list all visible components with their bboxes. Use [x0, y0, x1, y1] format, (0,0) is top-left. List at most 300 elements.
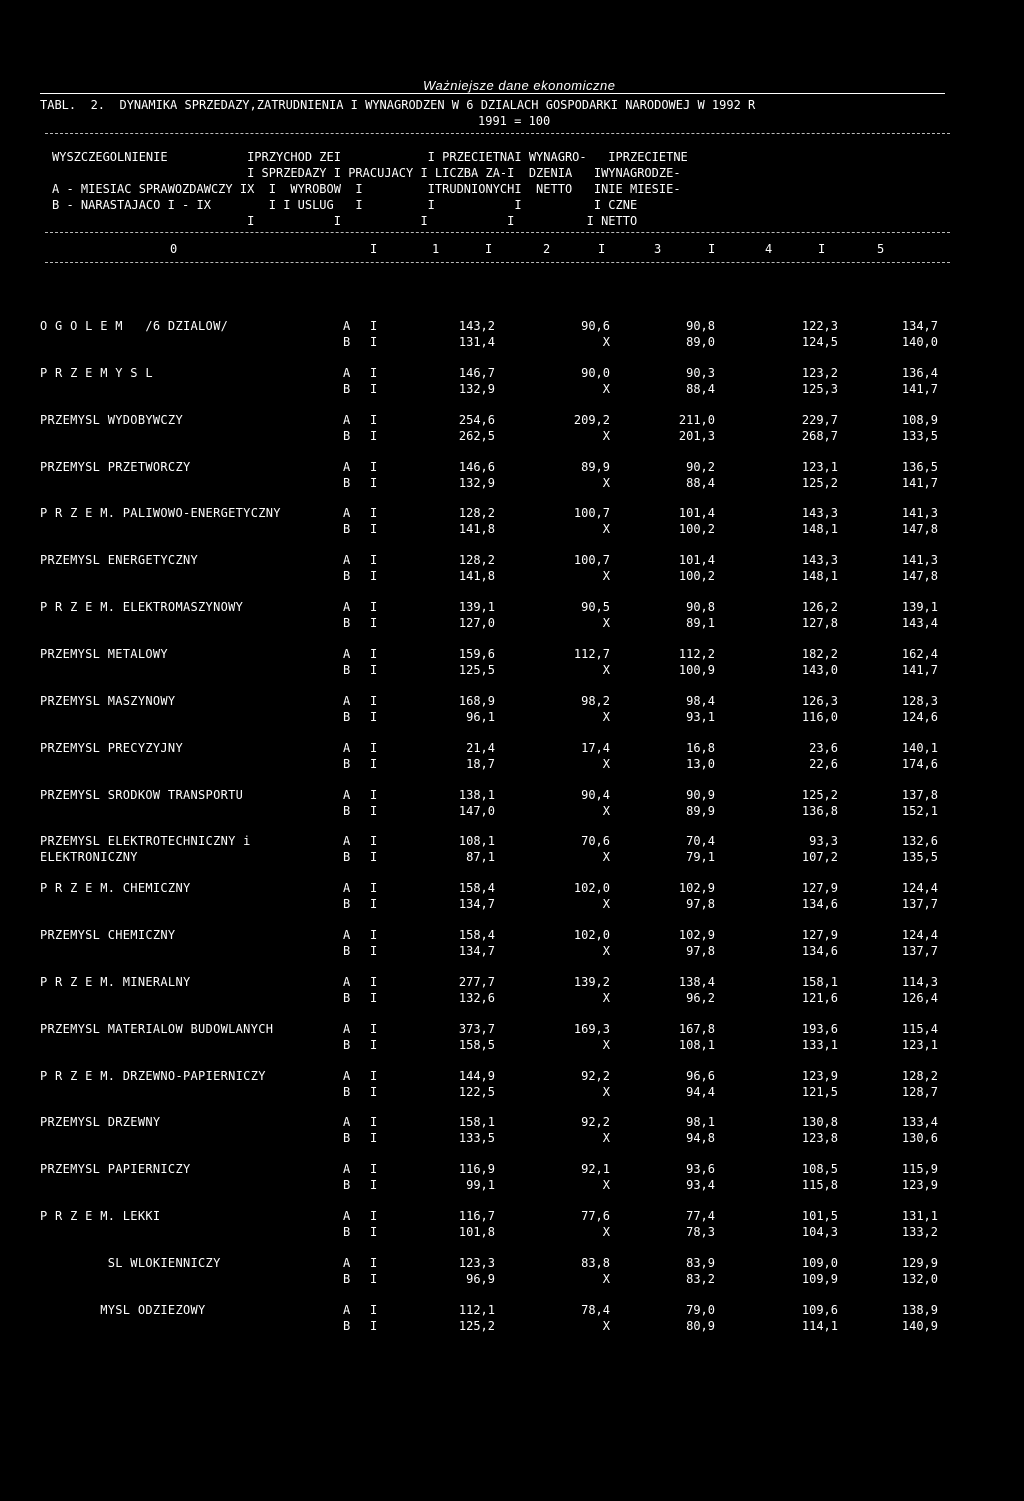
- table-cell: 132,9: [458, 476, 495, 490]
- table-cell: 90,8: [686, 600, 715, 614]
- table-cell: 123,1: [901, 1038, 938, 1052]
- column-separator: I: [370, 1319, 378, 1333]
- table-cell: 109,0: [801, 1256, 838, 1270]
- table-cell: 89,1: [686, 616, 715, 630]
- table-cell: 127,0: [458, 616, 495, 630]
- row-marker-b: B: [343, 850, 351, 864]
- table-cell: 112,7: [573, 647, 610, 661]
- table-cell: 132,6: [458, 991, 495, 1005]
- table-cell: 108,9: [901, 413, 938, 427]
- column-separator: I: [485, 242, 493, 256]
- column-separator: I: [370, 1303, 378, 1317]
- row-marker-b: B: [343, 335, 351, 349]
- column-separator: I: [370, 850, 378, 864]
- table-cell: 168,9: [458, 694, 495, 708]
- table-cell: 94,8: [686, 1131, 715, 1145]
- table-cell: 140,0: [901, 335, 938, 349]
- table-cell: 89,0: [686, 335, 715, 349]
- table-cell: 22,6: [809, 757, 838, 771]
- table-row: [0, 599, 1024, 647]
- table-cell: 93,4: [686, 1178, 715, 1192]
- table-cell: 126,3: [801, 694, 838, 708]
- table-cell: 16,8: [686, 741, 715, 755]
- table-cell: 138,1: [458, 788, 495, 802]
- table-cell: 108,1: [458, 834, 495, 848]
- row-marker-a: A: [343, 600, 351, 614]
- table-cell: 116,9: [458, 1162, 495, 1176]
- table-cell: X: [602, 522, 610, 536]
- row-label: P R Z E M Y S L: [40, 366, 153, 380]
- table-row: [0, 693, 1024, 741]
- table-cell: 125,2: [458, 1319, 495, 1333]
- column-separator: I: [370, 741, 378, 755]
- table-cell: 70,4: [686, 834, 715, 848]
- row-marker-a: A: [343, 1209, 351, 1223]
- table-cell: 90,6: [581, 319, 610, 333]
- table-cell: 144,9: [458, 1069, 495, 1083]
- table-cell: 100,9: [678, 663, 715, 677]
- column-separator: I: [370, 897, 378, 911]
- table-cell: 123,9: [901, 1178, 938, 1192]
- table-cell: 115,8: [801, 1178, 838, 1192]
- row-label: PRZEMYSL CHEMICZNY: [40, 928, 176, 942]
- row-marker-a: A: [343, 975, 351, 989]
- row-marker-a: A: [343, 506, 351, 520]
- table-cell: 229,7: [801, 413, 838, 427]
- table-cell: 158,4: [458, 881, 495, 895]
- row-label: PRZEMYSL PAPIERNICZY: [40, 1162, 191, 1176]
- table-cell: 139,1: [458, 600, 495, 614]
- table-cell: X: [602, 1085, 610, 1099]
- column-separator: I: [370, 1085, 378, 1099]
- header-line: WYSZCZEGOLNIENIE IPRZYCHOD ZEI I PRZECIETNAI WYNAGRO- IPRZECIETNE: [52, 150, 688, 164]
- table-cell: 158,1: [801, 975, 838, 989]
- column-separator: I: [708, 242, 716, 256]
- table-cell: 79,0: [686, 1303, 715, 1317]
- row-marker-b: B: [343, 522, 351, 536]
- table-cell: 89,9: [581, 460, 610, 474]
- table-cell: 132,6: [901, 834, 938, 848]
- table-cell: 148,1: [801, 569, 838, 583]
- table-cell: X: [602, 944, 610, 958]
- table-cell: 125,2: [801, 476, 838, 490]
- table-cell: 115,4: [901, 1022, 938, 1036]
- table-cell: 373,7: [458, 1022, 495, 1036]
- table-cell: 108,5: [801, 1162, 838, 1176]
- table-row: [0, 974, 1024, 1022]
- table-cell: 125,3: [801, 382, 838, 396]
- column-number: 4: [765, 242, 773, 256]
- row-label: PRZEMYSL DRZEWNY: [40, 1115, 161, 1129]
- table-cell: 159,6: [458, 647, 495, 661]
- table-cell: 23,6: [809, 741, 838, 755]
- table-cell: 182,2: [801, 647, 838, 661]
- table-cell: 116,0: [801, 710, 838, 724]
- column-separator: I: [370, 506, 378, 520]
- table-cell: 99,1: [466, 1178, 495, 1192]
- row-label: PRZEMYSL PRECYZYJNY: [40, 741, 183, 755]
- column-separator: I: [370, 1115, 378, 1129]
- table-cell: 94,4: [686, 1085, 715, 1099]
- table-cell: 124,4: [901, 881, 938, 895]
- table-cell: 102,0: [573, 928, 610, 942]
- table-cell: 122,5: [458, 1085, 495, 1099]
- table-row: [0, 505, 1024, 553]
- table-cell: 109,9: [801, 1272, 838, 1286]
- row-marker-b: B: [343, 1178, 351, 1192]
- table-row: [0, 1114, 1024, 1162]
- table-cell: 101,8: [458, 1225, 495, 1239]
- table-cell: X: [602, 569, 610, 583]
- row-marker-a: A: [343, 1256, 351, 1270]
- table-cell: X: [602, 616, 610, 630]
- table-cell: 13,0: [686, 757, 715, 771]
- table-cell: 135,5: [901, 850, 938, 864]
- row-label-continued: ELEKTRONICZNY: [40, 850, 138, 864]
- table-cell: X: [602, 1038, 610, 1052]
- table-cell: 107,2: [801, 850, 838, 864]
- column-separator: I: [370, 834, 378, 848]
- row-marker-a: A: [343, 413, 351, 427]
- column-separator: I: [370, 522, 378, 536]
- column-separator: I: [370, 569, 378, 583]
- row-label: PRZEMYSL MASZYNOWY: [40, 694, 176, 708]
- table-cell: 134,7: [901, 319, 938, 333]
- header-line: B - NARASTAJACO I - IX I I USLUG I I I I CZNE: [52, 198, 638, 212]
- table-row: [0, 459, 1024, 507]
- table-row: [0, 787, 1024, 835]
- row-marker-a: A: [343, 1162, 351, 1176]
- column-separator: I: [370, 460, 378, 474]
- row-marker-a: A: [343, 366, 351, 380]
- table-cell: 133,1: [801, 1038, 838, 1052]
- table-cell: 123,2: [801, 366, 838, 380]
- table-cell: 100,7: [573, 553, 610, 567]
- table-cell: 133,2: [901, 1225, 938, 1239]
- table-cell: 158,5: [458, 1038, 495, 1052]
- table-cell: 167,8: [678, 1022, 715, 1036]
- table-cell: X: [602, 335, 610, 349]
- table-row: [0, 646, 1024, 694]
- table-cell: 115,9: [901, 1162, 938, 1176]
- table-cell: 102,9: [678, 881, 715, 895]
- table-cell: 141,7: [901, 476, 938, 490]
- table-cell: 126,2: [801, 600, 838, 614]
- table-row: [0, 740, 1024, 788]
- table-cell: 96,1: [466, 710, 495, 724]
- table-cell: 80,9: [686, 1319, 715, 1333]
- table-cell: 134,7: [458, 897, 495, 911]
- table-row: [0, 1021, 1024, 1069]
- row-label: P R Z E M. ELEKTROMASZYNOWY: [40, 600, 244, 614]
- table-cell: 98,1: [686, 1115, 715, 1129]
- table-cell: 132,0: [901, 1272, 938, 1286]
- row-label: P R Z E M. PALIWOWO-ENERGETYCZNY: [40, 506, 281, 520]
- column-number: 0: [170, 242, 178, 256]
- table-cell: 127,9: [801, 881, 838, 895]
- row-label: O G O L E M /6 DZIALOW/: [40, 319, 229, 333]
- row-marker-b: B: [343, 1085, 351, 1099]
- table-cell: 114,3: [901, 975, 938, 989]
- table-cell: 162,4: [901, 647, 938, 661]
- column-separator: I: [370, 1022, 378, 1036]
- table-cell: 88,4: [686, 382, 715, 396]
- column-separator: I: [370, 944, 378, 958]
- table-cell: 90,2: [686, 460, 715, 474]
- table-cell: 101,4: [678, 553, 715, 567]
- row-label: PRZEMYSL SRODKOW TRANSPORTU: [40, 788, 244, 802]
- table-cell: X: [602, 476, 610, 490]
- table-cell: 18,7: [466, 757, 495, 771]
- column-separator: I: [370, 1225, 378, 1239]
- column-separator: I: [370, 1162, 378, 1176]
- table-cell: 123,3: [458, 1256, 495, 1270]
- table-cell: 123,8: [801, 1131, 838, 1145]
- base-year-caption: 1991 = 100: [478, 114, 551, 128]
- table-cell: 148,1: [801, 522, 838, 536]
- table-cell: X: [602, 710, 610, 724]
- table-cell: 100,7: [573, 506, 610, 520]
- table-cell: 158,4: [458, 928, 495, 942]
- row-marker-a: A: [343, 1069, 351, 1083]
- row-marker-b: B: [343, 944, 351, 958]
- row-marker-b: B: [343, 616, 351, 630]
- table-cell: 102,0: [573, 881, 610, 895]
- table-cell: 70,6: [581, 834, 610, 848]
- table-cell: X: [602, 850, 610, 864]
- table-cell: 96,9: [466, 1272, 495, 1286]
- column-separator: I: [370, 1038, 378, 1052]
- table-cell: 127,9: [801, 928, 838, 942]
- table-row: [0, 412, 1024, 460]
- table-cell: 128,7: [901, 1085, 938, 1099]
- table-cell: 147,8: [901, 569, 938, 583]
- table-row: [0, 318, 1024, 366]
- column-separator: I: [370, 1069, 378, 1083]
- table-cell: 130,8: [801, 1115, 838, 1129]
- table-cell: 136,4: [901, 366, 938, 380]
- table-cell: 83,2: [686, 1272, 715, 1286]
- table-cell: 97,8: [686, 944, 715, 958]
- table-cell: 112,2: [678, 647, 715, 661]
- column-number: 2: [543, 242, 551, 256]
- column-separator: I: [370, 476, 378, 490]
- table-cell: 90,3: [686, 366, 715, 380]
- table-cell: 147,0: [458, 804, 495, 818]
- table-cell: 133,4: [901, 1115, 938, 1129]
- table-row: [0, 1208, 1024, 1256]
- row-label: P R Z E M. LEKKI: [40, 1209, 161, 1223]
- table-cell: 126,4: [901, 991, 938, 1005]
- column-separator: I: [370, 616, 378, 630]
- table-cell: 88,4: [686, 476, 715, 490]
- table-cell: 133,5: [458, 1131, 495, 1145]
- table-cell: 136,8: [801, 804, 838, 818]
- table-cell: 124,6: [901, 710, 938, 724]
- column-separator: I: [370, 600, 378, 614]
- table-cell: 141,8: [458, 569, 495, 583]
- row-label: PRZEMYSL ELEKTROTECHNICZNY i: [40, 834, 251, 848]
- table-cell: 152,1: [901, 804, 938, 818]
- table-cell: 93,6: [686, 1162, 715, 1176]
- table-cell: 262,5: [458, 429, 495, 443]
- row-label: PRZEMYSL PRZETWORCZY: [40, 460, 191, 474]
- table-cell: 268,7: [801, 429, 838, 443]
- table-cell: 127,8: [801, 616, 838, 630]
- column-separator: I: [370, 1131, 378, 1145]
- table-cell: 140,1: [901, 741, 938, 755]
- column-separator: I: [370, 1272, 378, 1286]
- table-cell: 116,7: [458, 1209, 495, 1223]
- row-marker-b: B: [343, 1131, 351, 1145]
- row-marker-b: B: [343, 1038, 351, 1052]
- row-marker-a: A: [343, 788, 351, 802]
- table-cell: 134,6: [801, 944, 838, 958]
- table-cell: 79,1: [686, 850, 715, 864]
- row-marker-a: A: [343, 647, 351, 661]
- table-cell: 141,3: [901, 553, 938, 567]
- table-cell: 121,6: [801, 991, 838, 1005]
- column-separator: I: [370, 757, 378, 771]
- table-cell: 90,9: [686, 788, 715, 802]
- table-cell: X: [602, 429, 610, 443]
- row-marker-a: A: [343, 1115, 351, 1129]
- table-cell: 209,2: [573, 413, 610, 427]
- table-cell: 201,3: [678, 429, 715, 443]
- table-cell: 123,9: [801, 1069, 838, 1083]
- table-row: [0, 1068, 1024, 1116]
- table-cell: 100,2: [678, 522, 715, 536]
- table-cell: 90,5: [581, 600, 610, 614]
- table-cell: 112,1: [458, 1303, 495, 1317]
- table-cell: X: [602, 757, 610, 771]
- column-separator: I: [370, 694, 378, 708]
- column-separator: I: [370, 382, 378, 396]
- column-separator: I: [370, 429, 378, 443]
- table-cell: 128,2: [901, 1069, 938, 1083]
- column-separator: I: [370, 413, 378, 427]
- table-cell: 90,8: [686, 319, 715, 333]
- table-cell: 193,6: [801, 1022, 838, 1036]
- table-row: [0, 1302, 1024, 1350]
- table-cell: 83,9: [686, 1256, 715, 1270]
- column-number: 5: [877, 242, 885, 256]
- column-separator: I: [370, 804, 378, 818]
- table-cell: 141,8: [458, 522, 495, 536]
- column-separator: I: [370, 975, 378, 989]
- table-cell: 78,3: [686, 1225, 715, 1239]
- row-marker-a: A: [343, 928, 351, 942]
- table-cell: 109,6: [801, 1303, 838, 1317]
- row-marker-a: A: [343, 741, 351, 755]
- column-separator: I: [370, 710, 378, 724]
- table-cell: 93,3: [809, 834, 838, 848]
- table-row: [0, 1255, 1024, 1303]
- table-cell: 254,6: [458, 413, 495, 427]
- row-marker-b: B: [343, 991, 351, 1005]
- table-cell: 146,6: [458, 460, 495, 474]
- row-marker-b: B: [343, 897, 351, 911]
- page-title: Ważniejsze dane ekonomiczne: [423, 78, 616, 93]
- table-cell: 138,4: [678, 975, 715, 989]
- column-separator: I: [370, 881, 378, 895]
- table-cell: 130,6: [901, 1131, 938, 1145]
- table-cell: X: [602, 1178, 610, 1192]
- row-marker-b: B: [343, 1225, 351, 1239]
- column-separator: I: [370, 242, 378, 256]
- table-cell: 108,1: [678, 1038, 715, 1052]
- column-separator: I: [370, 366, 378, 380]
- table-cell: 137,8: [901, 788, 938, 802]
- table-cell: 92,1: [581, 1162, 610, 1176]
- table-cell: 141,3: [901, 506, 938, 520]
- table-cell: 102,9: [678, 928, 715, 942]
- table-cell: 211,0: [678, 413, 715, 427]
- table-cell: 90,0: [581, 366, 610, 380]
- row-marker-a: A: [343, 1303, 351, 1317]
- row-marker-b: B: [343, 710, 351, 724]
- row-marker-a: A: [343, 553, 351, 567]
- table-cell: 97,8: [686, 897, 715, 911]
- row-label: P R Z E M. MINERALNY: [40, 975, 191, 989]
- table-cell: 140,9: [901, 1319, 938, 1333]
- table-cell: 125,5: [458, 663, 495, 677]
- column-separator: I: [370, 991, 378, 1005]
- table-row: [0, 880, 1024, 928]
- row-marker-a: A: [343, 834, 351, 848]
- row-marker-b: B: [343, 429, 351, 443]
- row-label: SL WLOKIENNICZY: [40, 1256, 221, 1270]
- table-cell: 96,2: [686, 991, 715, 1005]
- table-cell: X: [602, 1131, 610, 1145]
- table-cell: X: [602, 1272, 610, 1286]
- table-cell: 134,6: [801, 897, 838, 911]
- table-cell: 121,5: [801, 1085, 838, 1099]
- column-separator: I: [370, 553, 378, 567]
- table-cell: 139,1: [901, 600, 938, 614]
- table-cell: 125,2: [801, 788, 838, 802]
- column-separator: I: [370, 1209, 378, 1223]
- table-cell: 131,1: [901, 1209, 938, 1223]
- table-cell: 122,3: [801, 319, 838, 333]
- table-cell: X: [602, 663, 610, 677]
- table-cell: 143,4: [901, 616, 938, 630]
- table-cell: 77,4: [686, 1209, 715, 1223]
- row-marker-b: B: [343, 1319, 351, 1333]
- table-cell: 89,9: [686, 804, 715, 818]
- table-cell: 137,7: [901, 897, 938, 911]
- table-cell: 17,4: [581, 741, 610, 755]
- table-cell: 96,6: [686, 1069, 715, 1083]
- row-marker-b: B: [343, 382, 351, 396]
- row-label: MYSL ODZIEZOWY: [40, 1303, 206, 1317]
- table-cell: 87,1: [466, 850, 495, 864]
- table-cell: 277,7: [458, 975, 495, 989]
- table-cell: 146,7: [458, 366, 495, 380]
- column-separator: I: [370, 319, 378, 333]
- table-cell: 124,4: [901, 928, 938, 942]
- row-marker-a: A: [343, 694, 351, 708]
- table-cell: X: [602, 804, 610, 818]
- table-cell: 128,2: [458, 553, 495, 567]
- row-label: PRZEMYSL METALOWY: [40, 647, 168, 661]
- table-cell: 133,5: [901, 429, 938, 443]
- row-label: PRZEMYSL MATERIALOW BUDOWLANYCH: [40, 1022, 274, 1036]
- column-separator: I: [598, 242, 606, 256]
- table-cell: 169,3: [573, 1022, 610, 1036]
- table-row: [0, 365, 1024, 413]
- column-separator: I: [370, 788, 378, 802]
